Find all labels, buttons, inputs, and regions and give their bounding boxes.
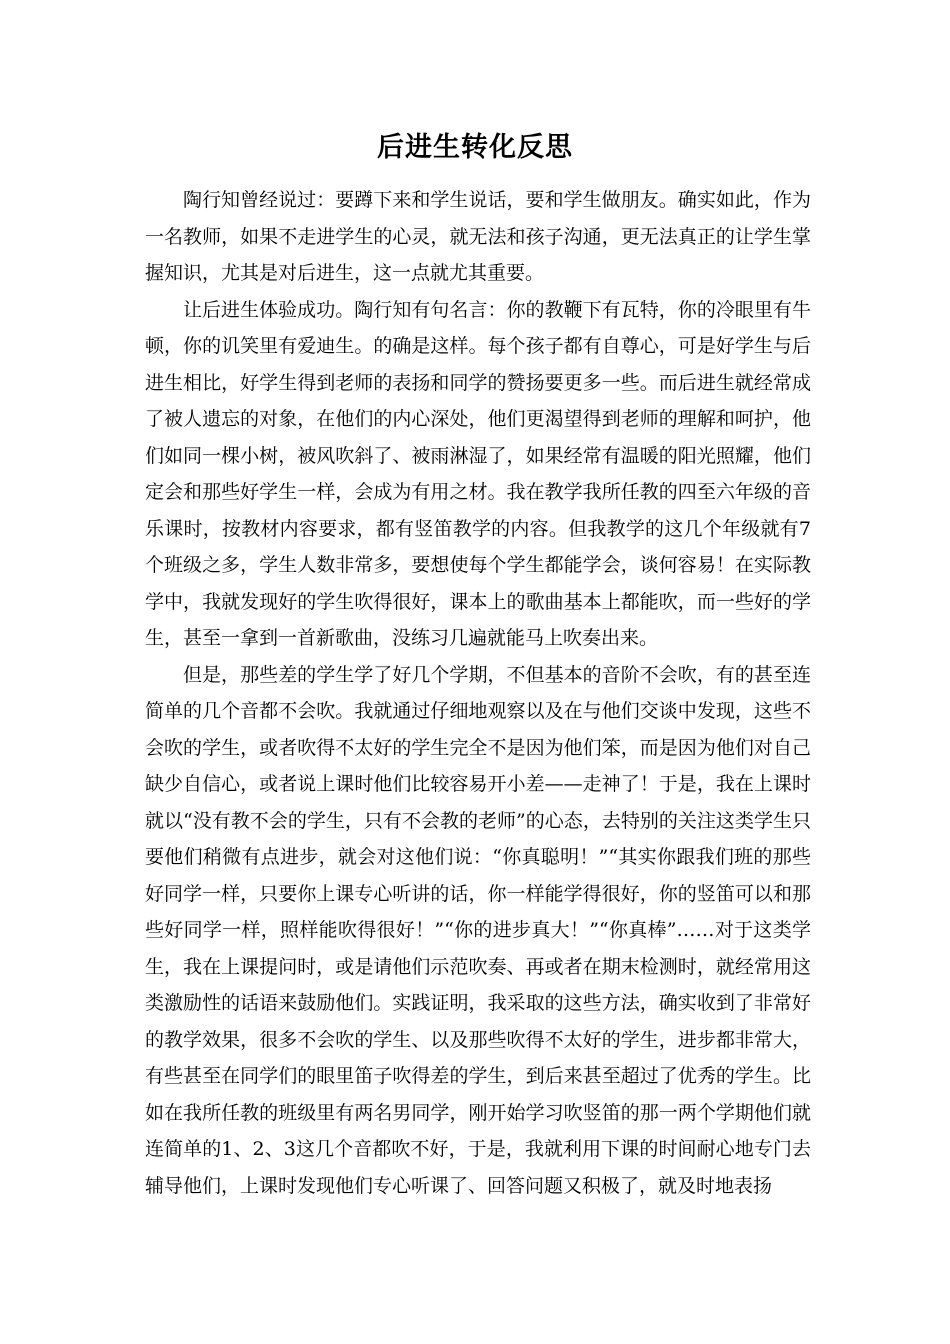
paragraph-3: 但是，那些差的学生学了好几个学期，不但基本的音阶不会吹，有的甚至连简单的几个音都不会吹。我就通过仔细地观察以及在与他们交谈中发现，这些不会吹的学生，或者吹得不太好的学生完全不是因为他们笨，而是因为他们对自己缺少自信心，或者说上课时他们比较容易开小差——走神了！于是，我在上课时就以“没有教不会的学生，只有不会教的老师”的心态，去特别的关注这类学生只要他们稍微有点进步，就会对这他们说：“你真聪明！”“其实你跟我们班的那些好同学一样，只要你上课专心听讲的话，你一样能学得很好，你的竖笛可以和那些好同学一样，照样能吹得很好！”“你的进步真大！”“你真棒”……对于这类学生，我在上课提问时，或是请他们示范吹奏、再或者在期末检测时，就经常用这类激励性的话语来鼓励他们。实践证明，我采取的这些方法，确实收到了非常好的教学效果，很多不会吹的学生、以及那些吹得不太好的学生，进步都非常大，有些甚至在同学们的眼里笛子吹得差的学生，到后来甚至超过了优秀的学生。比如在我所任教的班级里有两名男同学，刚开始学习吹竖笛的那一两个学期他们就连简单的1、2、3这几个音都吹不好，于是，我就利用下课的时间耐心地专门去辅导他们，上课时发现他们专心听课了、回答问题又积极了，就及时地表扬 [145,663,811,1197]
paragraph-1: 陶行知曾经说过：要蹲下来和学生说话，要和学生做朋友。确实如此，作为一名教师，如果不走进学生的心灵，就无法和孩子沟通，更无法真正的让学生掌握知识，尤其是对后进生，这一点就尤其重要。 [145,189,811,284]
document-body [145,182,811,1204]
document-title: 后进生转化反思 [377,132,573,163]
paragraph-2: 让后进生体验成功。陶行知有句名言：你的教鞭下有瓦特，你的冷眼里有牛顿，你的讥笑里有爱迪生。的确是这样。每个孩子都有自尊心，可是好学生与后进生相比，好学生得到老师的表扬和同学的赞扬要更多一些。而后进生就经常成了被人遗忘的对象，在他们的内心深处，他们更渴望得到老师的理解和呵护，他们如同一棵小树，被风吹斜了、被雨淋湿了，如果经常有温暖的阳光照耀，他们定会和那些好学生一样，会成为有用之材。我在教学我所任教的四至六年级的音乐课时，按教材内容要求，都有竖笛教学的内容。但我教学的这几个年级就有7个班级之多，学生人数非常多，要想使每个学生都能学会，谈何容易！在实际教学中，我就发现好的学生吹得很好，课本上的歌曲基本上都能吹，而一些好的学生，甚至一拿到一首新歌曲，没练习几遍就能马上吹奏出来。 [145,298,811,649]
